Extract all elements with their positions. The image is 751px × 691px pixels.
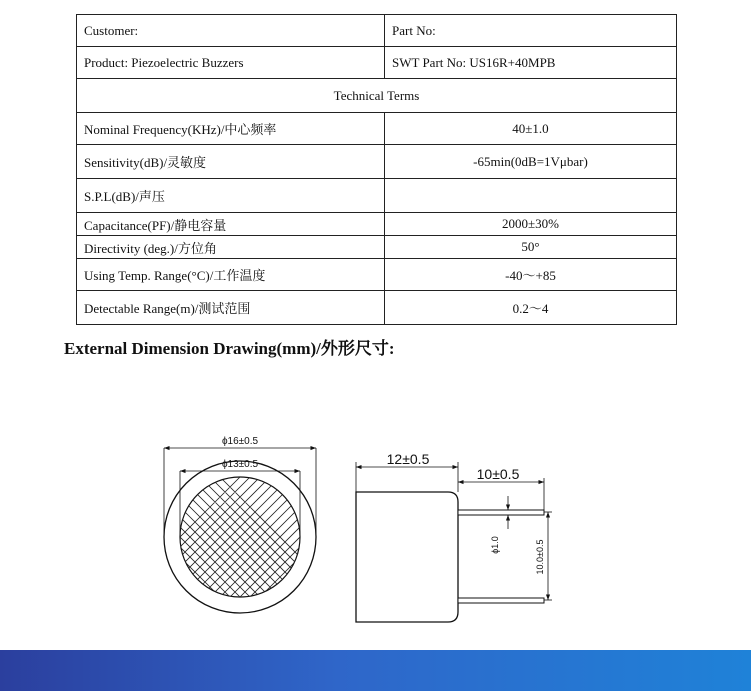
spec-name: Capacitance(PF)/静电容量 [77,213,385,236]
pin-length-label: 10±0.5 [476,466,520,482]
side-view [356,451,552,622]
spec-name: Nominal Frequency(KHz)/中心频率 [77,113,385,145]
spec-value: 40±1.0 [385,113,677,145]
spec-value: -65min(0dB=1Vμbar) [385,145,677,179]
drawing-heading: External Dimension Drawing(mm)/外形尺寸: [64,339,395,358]
outer-diameter-label: ϕ16±0.5 [221,436,259,447]
spec-value: -40～+85 [385,259,677,291]
spec-name: Directivity (deg.)/方位角 [77,236,385,259]
spec-value: 2000±30% [385,213,677,236]
spec-name: S.P.L(dB)/声压 [77,179,385,213]
spec-name: Detectable Range(m)/测试范围 [77,291,385,325]
part-no-cell: Part No: [385,15,677,47]
customer-cell: Customer: [77,15,385,47]
pin-spacing-label: 10.0±0.5 [535,539,545,575]
pin-top [458,510,544,515]
section-title-cell: Technical Terms [77,79,677,113]
pin-diameter-label: ϕ1.0 [490,536,500,554]
mesh-grille [10,457,450,650]
spec-name: Sensitivity(dB)/灵敏度 [77,145,385,179]
swt-part-cell: SWT Part No: US16R+40MPB [385,47,677,79]
spec-name: Using Temp. Range(°C)/工作温度 [77,259,385,291]
body-outline [356,492,458,622]
body-length-label: 12±0.5 [386,451,430,467]
spec-value: 0.2～4 [385,291,677,325]
spec-value: 50° [385,236,677,259]
pin-bottom [458,598,544,603]
product-cell: Product: Piezoelectric Buzzers [77,47,385,79]
inner-diameter-label: ϕ13±0.5 [221,459,259,470]
front-view [10,436,450,650]
footer-band [0,650,751,691]
